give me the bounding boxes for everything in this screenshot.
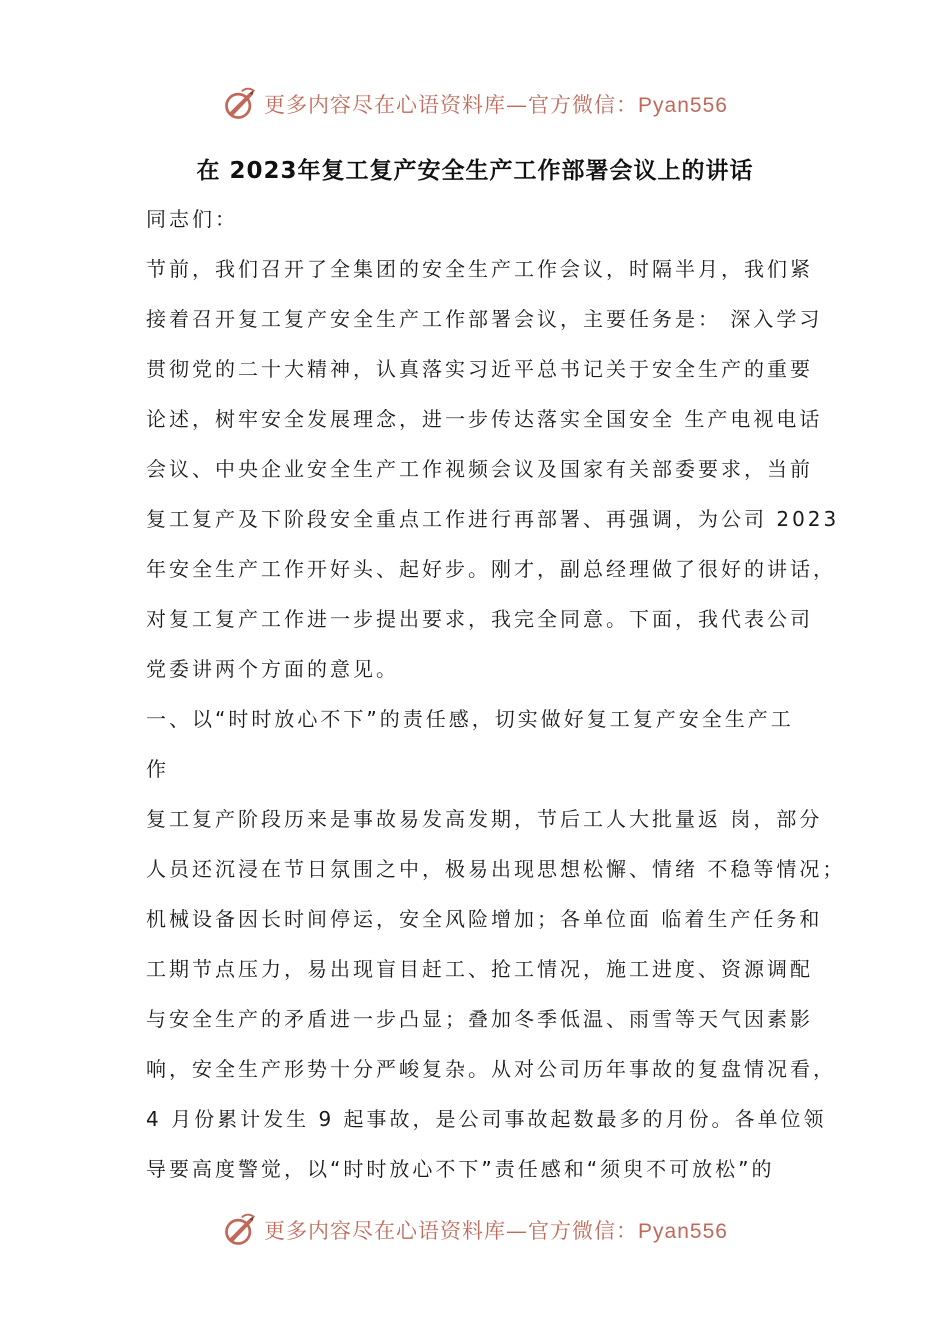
body-line: 同志们： — [146, 207, 238, 231]
body-line: 论述，树牢安全发展理念，进一步传达落实全国安全 生产电视电话 — [146, 407, 823, 431]
header-watermark — [0, 82, 950, 126]
body-line: 复工复产阶段历来是事故易发高发期，节后工人大批量返 岗，部分 — [146, 807, 823, 831]
body-line: 年安全生产工作开好头、起好步。刚才，副总经理做了很好的讲话， — [146, 557, 836, 581]
body-line: 工期节点压力，易出现盲目赶工、抢工情况，施工进度、资源调配 — [146, 957, 813, 981]
body-line: 人员还沉浸在节日氛围之中，极易出现思想松懈、情绪 不稳等情况； — [146, 857, 846, 881]
section-heading-line: 作 — [146, 757, 169, 781]
body-line: 机械设备因长时间停运，安全风险增加；各单位面 临着生产任务和 — [146, 907, 823, 931]
body-line: 导要高度警觉，以“时时放心不下”责任感和“须臾不可放松”的 — [146, 1157, 775, 1181]
watermark-text: 更多内容尽在心语资料库—官方微信：Pyan556 — [264, 93, 728, 117]
body-line: 节前，我们召开了全集团的安全生产工作会议，时隔半月，我们紧 — [146, 257, 813, 281]
body-line: 贯彻党的二十大精神，认真落实习近平总书记关于安全生产的重要 — [146, 357, 813, 381]
pen-circle-icon — [222, 86, 258, 122]
document-body — [146, 194, 846, 1194]
footer-watermark — [0, 1208, 950, 1252]
body-line: 对复工复产工作进一步提出要求，我完全同意。下面，我代表公司 — [146, 607, 813, 631]
body-line: 4 月份累计发生 9 起事故，是公司事故起数最多的月份。各单位领 — [146, 1107, 827, 1131]
body-line: 会议、中央企业安全生产工作视频会议及国家有关部委要求，当前 — [146, 457, 813, 481]
body-line: 接着召开复工复产安全生产工作部署会议，主要任务是： 深入学习 — [146, 307, 823, 331]
section-heading-line: 一、以“时时放心不下”的责任感，切实做好复工复产安全生产工 — [146, 707, 794, 731]
body-line: 复工复产及下阶段安全重点工作进行再部署、再强调，为公司 2023 — [146, 507, 840, 531]
watermark-text: 更多内容尽在心语资料库—官方微信：Pyan556 — [264, 1219, 728, 1243]
pen-circle-icon — [222, 1212, 258, 1248]
document-title: 在 2023年复工复产安全生产工作部署会议上的讲话 — [196, 158, 754, 184]
body-line: 与安全生产的矛盾进一步凸显；叠加冬季低温、雨雪等天气因素影 — [146, 1007, 813, 1031]
body-line: 响，安全生产形势十分严峻复杂。从对公司历年事故的复盘情况看， — [146, 1057, 836, 1081]
body-line: 党委讲两个方面的意见。 — [146, 657, 399, 681]
